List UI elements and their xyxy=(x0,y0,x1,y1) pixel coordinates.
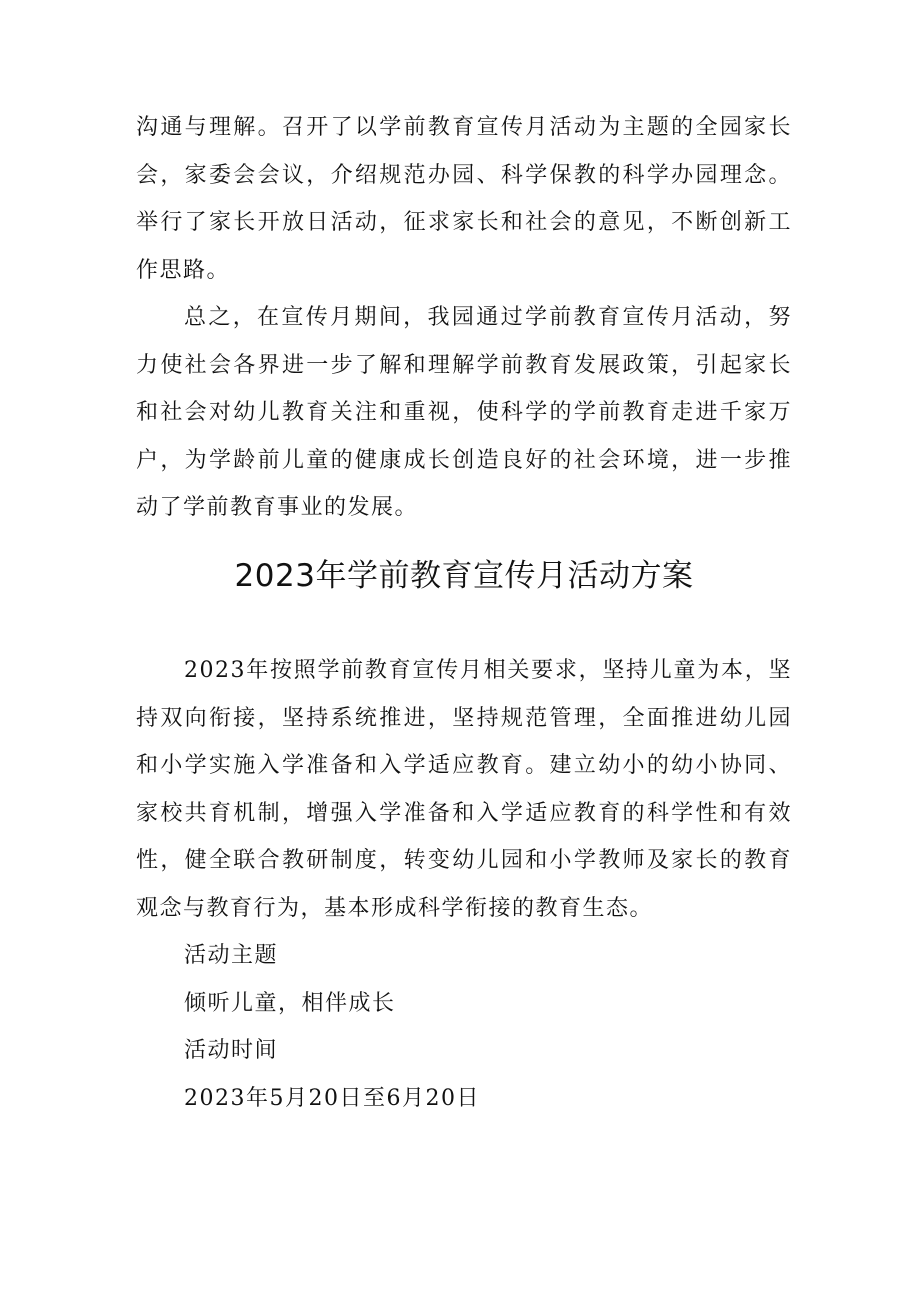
time-heading: 活动时间 xyxy=(184,1038,279,1063)
theme-text: 倾听儿童，相伴成长 xyxy=(184,990,396,1016)
document-page xyxy=(136,104,792,1111)
time-text: 2023年5月20日至6月20日 xyxy=(184,1085,480,1111)
plan-section xyxy=(136,647,792,1122)
paragraph-summary: 总之，在宣传月期间，我园通过学前教育宣传月活动，努力使社会各界进一步了解和理解学前教育发展政策，引起家长和社会对幼儿教育关注和重视，使科学的学前教育走进千家万户，为学龄前儿童的健康成长创造良好的社会环境，进一步推动了学前教育事业的发展。 xyxy=(136,305,792,520)
paragraph-intro: 2023年按照学前教育宣传月相关要求，坚持儿童为本，坚持双向衔接，坚持系统推进，坚持规范管理，全面推进幼儿园和小学实施入学准备和入学适应教育。建立幼小的幼小协同、家校共育机制，增强入学准备和入学适应教育的科学性和有效性，健全联合教研制度，转变幼儿园和小学教师及家长的教育观念与教育行为，基本形成科学衔接的教育生态。 xyxy=(136,658,792,921)
theme-heading: 活动主题 xyxy=(184,943,279,968)
paragraph-continuation: 沟通与理解。召开了以学前教育宣传月活动为主题的全园家长会，家委会会议，介绍规范办园、科学保教的科学办园理念。举行了家长开放日活动，征求家长和社会的意见，不断创新工作思路。 xyxy=(136,115,792,283)
page-title: 2023年学前教育宣传月活动方案 xyxy=(234,558,694,594)
